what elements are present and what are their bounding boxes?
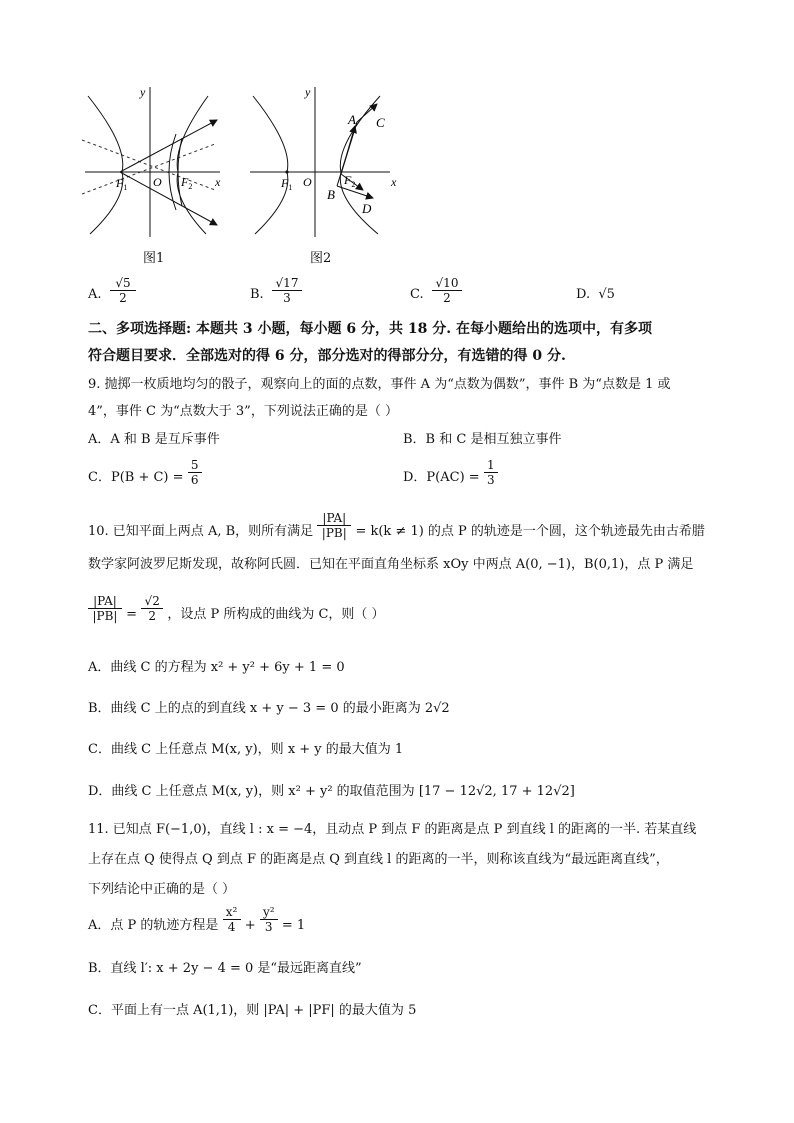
ray-upper	[120, 120, 217, 172]
q11-option-c: C．平面上有一点 A(1,1)，则 |PA| + |PF| 的最大值为 5	[88, 1003, 417, 1018]
q10-option-a: A．曲线 C 的方程为 x² + y² + 6y + 1 = 0	[88, 660, 345, 675]
section-2-line2: 符合题目要求．全部选对的得 6 分，部分选对的得部分分，有选错的得 0 分.	[88, 348, 566, 364]
label-x: x	[215, 175, 221, 189]
point-f1	[285, 170, 288, 173]
hyperbola-left	[88, 96, 123, 234]
label-y: y	[305, 85, 311, 99]
label-f1: $F_1$	[281, 176, 293, 192]
q11-line1: 11. 已知点 F(−1,0)，直线 l : x = −4，且动点 P 到点 F 的距离是点 P 到直线 l 的距离的一半. 若某直线	[88, 822, 697, 837]
label-c: C	[376, 115, 385, 130]
q11-line2: 上存在点 Q 使得点 Q 到点 F 的距离是点 Q 到直线 l 的距离的一半，则称该直线为“最远距离直线”，	[88, 852, 669, 867]
label-f2: $F_2$	[181, 175, 193, 191]
q9-line2: 4”，事件 C 为“点数大于 3”，下列说法正确的是（ ）	[88, 404, 398, 419]
ray-lower	[120, 172, 217, 225]
label-x: x	[391, 175, 397, 189]
q11-line3: 下列结论中正确的是（ ）	[88, 882, 236, 897]
label-f1: $F_1$	[116, 176, 128, 192]
figure-2	[245, 82, 410, 242]
figure-2-caption: 图2	[310, 251, 332, 266]
q10-line2: 数学家阿波罗尼斯发现，故称阿氏圆．已知在平面直角坐标系 xOy 中两点 A(0, −1)，B(0,1)，点 P 满足	[88, 557, 694, 572]
asymptote-2	[82, 144, 215, 194]
q10-option-d: D．曲线 C 上任意点 M(x, y)，则 x² + y² 的取值范围为 [17 − 12√2, 17 + 12√2]	[88, 784, 575, 799]
q10-option-b: B．曲线 C 上的点的到直线 x + y − 3 = 0 的最小距离为 2√2	[88, 701, 450, 716]
label-y: y	[140, 85, 146, 99]
label-a: A	[348, 112, 356, 127]
hyperbola-left	[253, 96, 288, 234]
figure-1	[80, 82, 240, 242]
label-d: D	[362, 201, 372, 216]
figure-1-caption: 图1	[143, 251, 165, 266]
q11-option-a: A．点 P 的轨迹方程是 $\frac{\text{x²}}{4}$ + $\frac{\text{y²}}{3}$ = 1	[88, 905, 306, 934]
q9-option-b: B．B 和 C 是相互独立事件	[403, 432, 562, 447]
label-o: O	[303, 175, 312, 189]
q9-option-c: C．P(B + C) = $\frac{5}{6}$	[88, 458, 202, 487]
label-b: B	[327, 187, 335, 202]
q9-option-d: D．P(AC) = $\frac{1}{3}$	[403, 458, 498, 487]
asymptote-1	[82, 140, 215, 190]
q9-option-a: A．A 和 B 是互斥事件	[88, 432, 220, 447]
q11-option-b: B．直线 l′: x + 2y − 4 = 0 是“最远距离直线”	[88, 961, 362, 976]
hyperbola-right	[177, 96, 208, 234]
q8-option-d: D. √5	[576, 287, 615, 302]
section-2-line1: 二、多项选择题: 本题共 3 小题，每小题 6 分，共 18 分. 在每小题给出的选项中，有多项	[88, 321, 652, 337]
q10-line1: 10. 已知平面上两点 A, B，则所有满足 $\frac{|PA|}{|PB|}$ = k(k ≠ 1) 的点 P 的轨迹是一个圆，这个轨迹最先由古希腊	[88, 511, 705, 540]
label-o: O	[153, 175, 162, 189]
label-f2: $F_2$	[344, 173, 356, 189]
hyperbola-right	[340, 96, 380, 234]
q10-option-c: C．曲线 C 上任意点 M(x, y)，则 x + y 的最大值为 1	[88, 742, 404, 757]
ray-a-c	[357, 104, 377, 122]
q10-line3: $\frac{|PA|}{|PB|}$ = $\frac{√2}{2}$ ，设点 P 所构成的曲线为 C，则（ ）	[88, 594, 385, 623]
q9-line1: 9. 抛掷一枚质地均匀的骰子，观察向上的面的点数，事件 A 为“点数为偶数”，事件 B 为“点数是 1 或	[88, 377, 671, 392]
